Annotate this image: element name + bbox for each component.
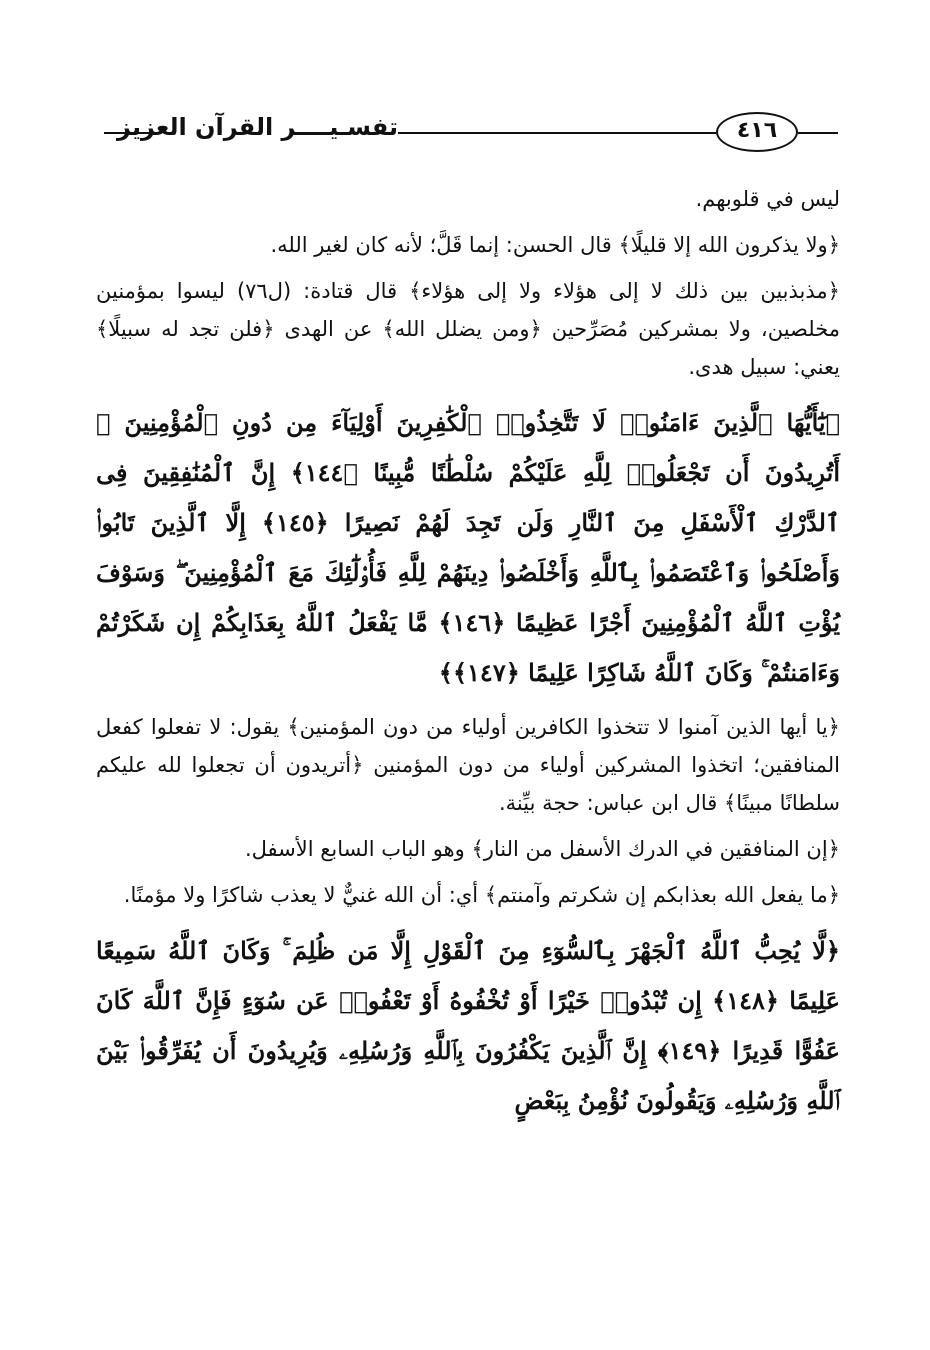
running-title: تفسـيــــر القرآن العزيز — [117, 113, 398, 141]
page-header — [0, 108, 930, 158]
paragraph-continuation: ليس في قلوبهم. — [695, 187, 840, 211]
quran-verse-block: ﴿لَّا يُحِبُّ ٱللَّهُ ٱلْجَهْرَ بِٱلسُّوٓءِ مِنَ ٱلْقَوْلِ إِلَّا مَن ظُلِمَ ۚ وَكَانَ ٱللَّهُ سَمِيعًا عَلِيمًا ﴿١٤٨﴾ إِن تُبْدُوا۟ خَيْرًا أَوْ تُخْفُوهُ أَوْ تَعْفُوا۟ عَن سُوٓءٍ فَإِنَّ ٱللَّهَ كَانَ عَفُوًّا قَدِيرًا ﴿١٤٩﴾ إِنَّ ٱلَّذِينَ يَكْفُرُونَ بِٱللَّهِ وَرُسُلِهِۦ وَيُرِيدُونَ أَن يُفَرِّقُوا۟ بَيْنَ ٱللَّهِ وَرُسُلِهِۦ وَيَقُولُونَ نُؤْمِنُ بِبَعْضٍ — [96, 936, 840, 1115]
paragraph-commentary: ﴿ما يفعل الله بعذابكم إن شكرتم وآمنتم﴾ أي: أن الله غنيٌّ لا يعذب شاكرًا ولا مؤمنًا. — [123, 883, 840, 907]
paragraph-commentary: ﴿ولا يذكرون الله إلا قليلًا﴾ قال الحسن: إنما قَلَّ؛ لأنه كان لغير الله. — [270, 233, 840, 257]
paragraph-commentary: ﴿يا أيها الذين آمنوا لا تتخذوا الكافرين أولياء من دون المؤمنين﴾ يقول: لا تفعلوا كفعل المنافقين؛ اتخذوا المشركين أولياء من دون المؤمنين ﴿أتريدون أن تجعلوا لله عليكم سلطانًا مبينًا﴾ قال ابن عباس: حجة بيِّنة. — [96, 715, 840, 815]
paragraph-commentary: ﴿مذبذبين بين ذلك لا إلى هؤلاء ولا إلى هؤلاء﴾ قال قتادة: (ل٧٦) ليسوا بمؤمنين مخلصين، ولا بمشركين مُصَرِّحين ﴿ومن يضلل الله﴾ عن الهدى ﴿فلن تجد له سبيلًا﴾ يعني: سبيل هدى. — [96, 279, 840, 379]
page-number: ٤١٦ — [716, 112, 798, 152]
paragraph-commentary: ﴿إن المنافقين في الدرك الأسفل من النار﴾ وهو الباب السابع الأسفل. — [244, 837, 840, 861]
header-rule-middle — [398, 132, 716, 134]
commentary-body — [96, 180, 840, 1136]
header-rule-right — [798, 132, 838, 134]
quran-verse-block: ﴿يَٰٓأَيُّهَا ٱلَّذِينَ ءَامَنُوا۟ لَا تَتَّخِذُوا۟ ٱلْكَٰفِرِينَ أَوْلِيَآءَ مِن دُونِ ٱلْمُؤْمِنِينَ ۚ أَتُرِيدُونَ أَن تَجْعَلُوا۟ لِلَّهِ عَلَيْكُمْ سُلْطَٰنًا مُّبِينًا ﴿١٤٤﴾ إِنَّ ٱلْمُنَٰفِقِينَ فِى ٱلدَّرْكِ ٱلْأَسْفَلِ مِنَ ٱلنَّارِ وَلَن تَجِدَ لَهُمْ نَصِيرًا ﴿١٤٥﴾ إِلَّا ٱلَّذِينَ تَابُوا۟ وَأَصْلَحُوا۟ وَٱعْتَصَمُوا۟ بِٱللَّهِ وَأَخْلَصُوا۟ دِينَهُمْ لِلَّهِ فَأُو۟لَٰٓئِكَ مَعَ ٱلْمُؤْمِنِينَ ۖ وَسَوْفَ يُؤْتِ ٱللَّهُ ٱلْمُؤْمِنِينَ أَجْرًا عَظِيمًا ﴿١٤٦﴾ مَّا يَفْعَلُ ٱللَّهُ بِعَذَابِكُمْ إِن شَكَرْتُمْ وَءَامَنتُمْ ۚ وَكَانَ ٱللَّهُ شَاكِرًا عَلِيمًا ﴿١٤٧﴾﴾ — [96, 408, 840, 687]
